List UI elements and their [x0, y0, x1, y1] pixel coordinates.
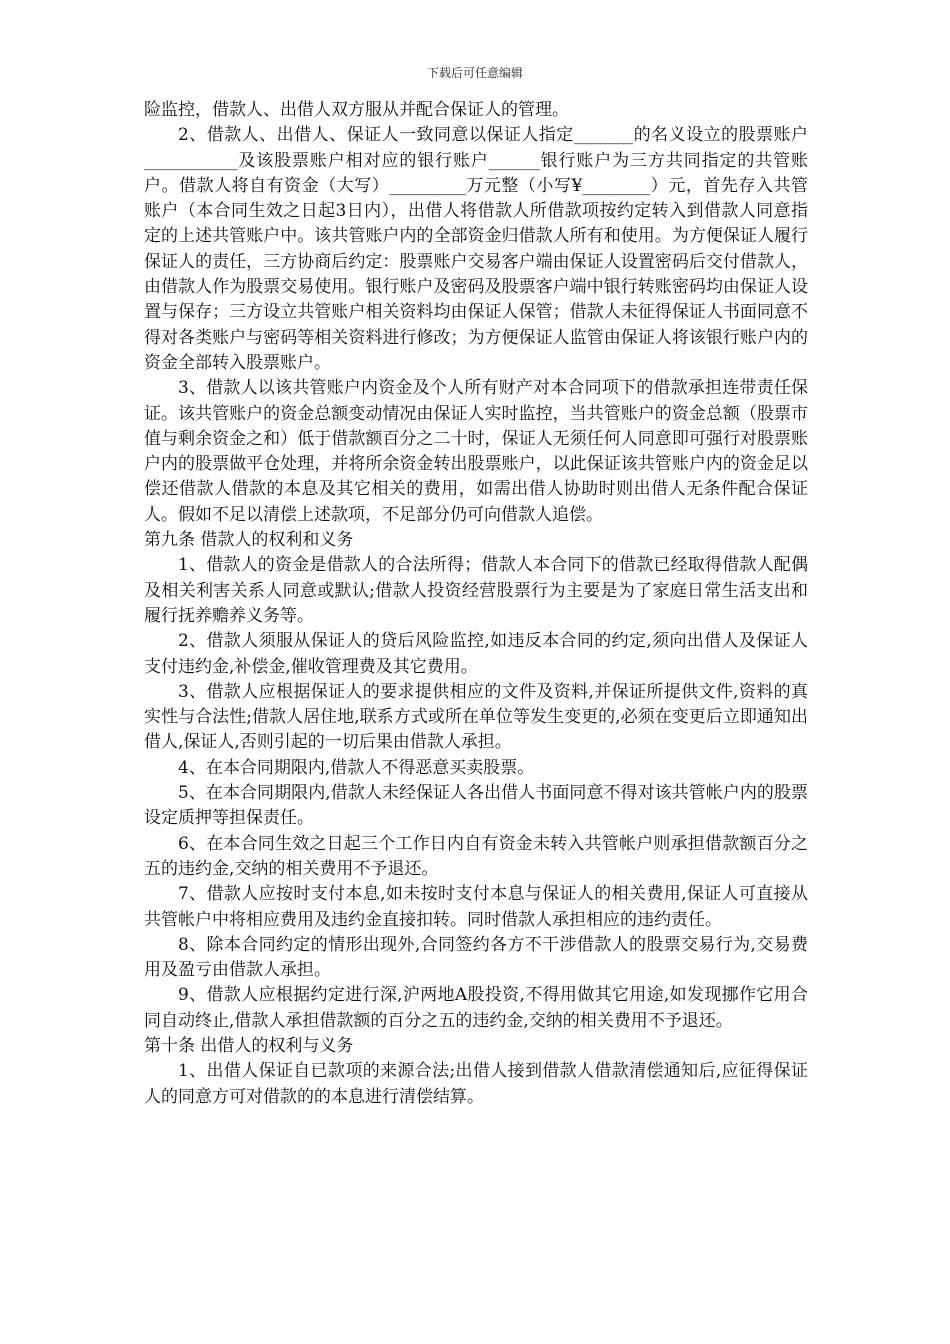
clause-9-item-9: 9、借款人应根据约定进行深,沪两地A股投资,不得用做其它用途,如发现挪作它用合同自动终止,借款人承担借款额的百分之五的违约金,交纳的相关费用不予退还。 [144, 985, 808, 1031]
clause-9-item-8: 8、除本合同约定的情形出现外,合同签约各方不干涉借款人的股票交易行为,交易费用及盈亏由借款人承担。 [144, 934, 808, 981]
clause-9-item-6: 6、在本合同生效之日起三个工作日内自有资金未转入共管帐户则承担借款额百分之五的违约金,交纳的相关费用不予退还。 [144, 833, 808, 879]
clause-9-item-5: 5、在本合同期限内,借款人未经保证人各出借人书面同意不得对该共管帐户内的股票设定质押等担保责任。 [144, 783, 808, 829]
page-header: 下载后可任意编辑 [426, 66, 523, 80]
clause-8-item-3: 3、借款人以该共管账户内资金及个人所有财产对本合同项下的借款承担连带责任保证。该共管账户的资金总额变动情况由保证人实时监控，当共管账户的资金总额（股票市值与剩余资金之和）低于借款额百分之二十时，保证人无须任何人同意即可强行对股票账户内的股票做平仓处理，并将所余资金转出股票账户，以此保证该共管账户内的资金足以偿还借款人借款的本息及其它相关的费用，如需出借人协助时则出借人无条件配合保证人。假如不足以清偿上述款项，不足部分仍可向借款人追偿。 [144, 378, 808, 525]
document-body [144, 98, 808, 1110]
clause-9-item-3: 3、借款人应根据保证人的要求提供相应的文件及资料,并保证所提供文件,资料的真实性与合法性;借款人居住地,联系方式或所在单位等发生变更的,必须在变更后立即通知出借人,保证人,否则引起的一切后果由借款人承担。 [144, 681, 808, 753]
article-9-heading: 第九条 借款人的权利和义务 [144, 530, 354, 551]
clause-9-item-7: 7、借款人应按时支付本息,如未按时支付本息与保证人的相关费用,保证人可直接从共管帐户中将相应费用及违约金直接扣转。同时借款人承担相应的违约责任。 [144, 884, 808, 930]
clause-8-item-2: 2、借款人、出借人、保证人一致同意以保证人指定_______的名义设立的股票账户___________及该股票账户相对应的银行账户______银行账户为三方共同指定的共管账户。借款人将自有资金（大写）_________万元整（小写¥________）元，首先存入共管账户（本合同生效之日起3日内），出借人将借款人所借款项按约定转入到借款人同意指定的上述共管账户中。该共管账户内的全部资金归借款人所有和使用。为方便保证人履行保证人的责任，三方协商后约定：股票账户交易客户端由保证人设置密码后交付借款人，由借款人作为股票交易使用。银行账户及密码及股票客户端中银行转账密码均由保证人设置与保存；三方设立共管账户相关资料均由保证人保管；借款人未征得保证人书面同意不得对各类账户与密码等相关资料进行修改；为方便保证人监管由保证人将该银行账户内的资金全部转入股票账户。 [144, 125, 808, 373]
clause-10-item-1: 1、出借人保证自已款项的来源合法;出借人接到借款人借款清偿通知后,应征得保证人的同意方可对借款的的本息进行清偿结算。 [144, 1061, 808, 1107]
clause-9-item-1: 1、借款人的资金是借款人的合法所得；借款人本合同下的借款已经取得借款人配偶及相关利害关系人同意或默认;借款人投资经营股票行为主要是为了家庭日常生活支出和履行抚养赡养义务等。 [144, 555, 808, 626]
clause-9-item-2: 2、借款人须服从保证人的贷后风险监控,如违反本合同的约定,须向出借人及保证人支付违约金,补偿金,催收管理费及其它费用。 [144, 631, 808, 677]
article-10-heading: 第十条 出借人的权利与义务 [144, 1035, 354, 1056]
paragraph-continuation: 险监控，借款人、出借人双方服从并配合保证人的管理。 [144, 100, 569, 120]
clause-9-item-4: 4、在本合同期限内,借款人不得恶意买卖股票。 [178, 757, 535, 778]
